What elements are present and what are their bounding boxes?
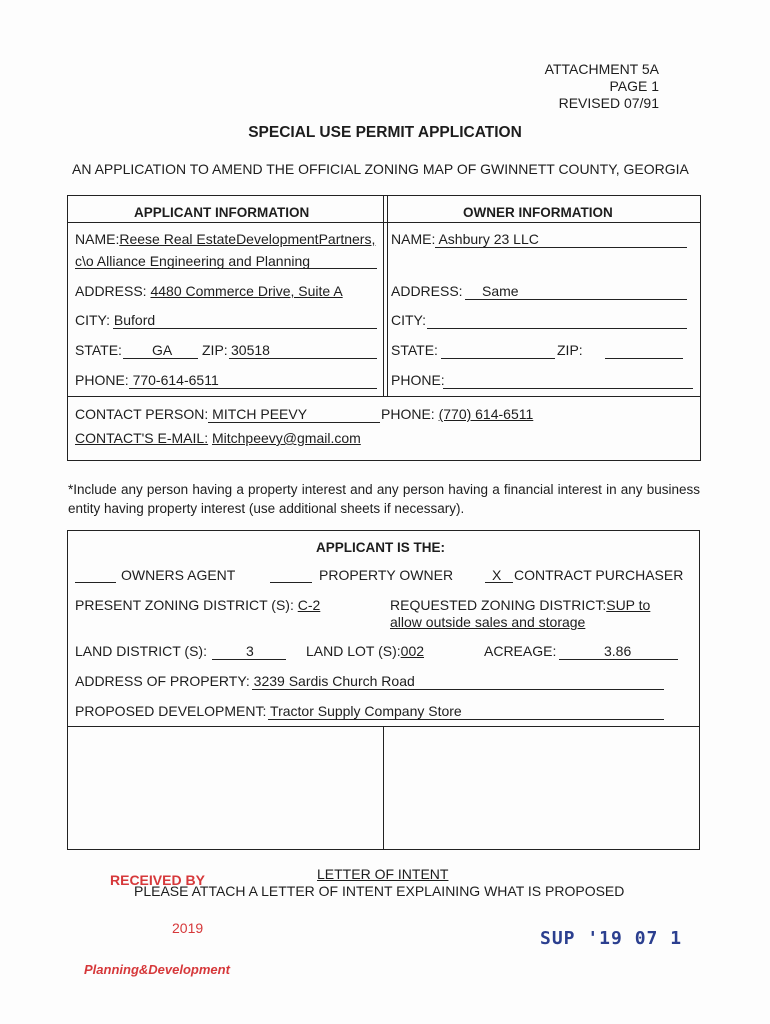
owner-address-value: Same	[482, 283, 519, 299]
applicant-city	[75, 312, 155, 328]
present-zoning-value: C-2	[297, 597, 321, 613]
applicant-phone-rule	[129, 388, 377, 389]
interest-note: *Include any person having a property interest and any person having a financial interest in any business entity having property interest (use additional sheets if necessary).	[68, 482, 700, 516]
page-title: SPECIAL USE PERMIT APPLICATION	[248, 124, 522, 141]
applicant-name-value: Reese Real EstateDevelopmentPartners,	[119, 231, 376, 247]
column-divider	[383, 196, 384, 397]
contact-phone	[381, 406, 533, 422]
property-address-value: 3239 Sardis Church Road	[253, 673, 415, 689]
land-district-rule	[212, 659, 286, 660]
applicant-state-value: GA	[152, 342, 173, 358]
land-district-label: LAND DISTRICT (S):	[75, 643, 207, 659]
property-owner-option: PROPERTY OWNER	[319, 567, 454, 583]
applicant-name	[75, 231, 375, 247]
revised-label: REVISED 07/91	[558, 95, 659, 111]
applicant-name-label: NAME:	[75, 231, 120, 247]
owner-state-rule	[441, 358, 555, 359]
contact-email-label: CONTACT'S E-MAIL:	[75, 430, 209, 446]
present-zoning	[75, 597, 320, 613]
received-year: 2019	[172, 920, 204, 936]
owner-address	[391, 283, 463, 299]
contact-phone-value: (770) 614-6511	[438, 406, 534, 422]
heading-rule	[67, 222, 701, 223]
date-stamp: SUP '19 07 1	[540, 928, 683, 949]
contact-phone-label: PHONE:	[381, 406, 435, 422]
applicant-state-label: STATE:	[75, 342, 122, 358]
land-lot-value: 002	[400, 643, 425, 659]
proposed-development-value: Tractor Supply Company Store	[270, 703, 462, 719]
applicant-city-label: CITY:	[75, 312, 111, 328]
letter-instruction: PLEASE ATTACH A LETTER OF INTENT EXPLAINING WHAT IS PROPOSED	[134, 883, 625, 899]
requested-zoning-value: SUP to	[606, 597, 651, 613]
land-lot-label: LAND LOT (S):	[306, 643, 401, 659]
applicant-phone-label: PHONE:	[75, 372, 129, 388]
owner-name-rule	[435, 247, 687, 248]
owner-name-value: Ashbury 23 LLC	[438, 231, 539, 247]
applicant-address-value: 4480 Commerce Drive, Suite A	[150, 283, 343, 299]
column-divider-inner	[387, 196, 388, 397]
owner-heading: OWNER INFORMATION	[463, 205, 613, 220]
applicant-address-label: ADDRESS:	[75, 283, 147, 299]
attachment-label: ATTACHMENT 5A	[544, 61, 659, 77]
contact-person-value: MITCH PEEVY	[212, 406, 308, 422]
land-lot	[306, 643, 424, 659]
page-label: PAGE 1	[609, 78, 659, 94]
department-stamp: Planning&Development	[84, 962, 230, 977]
contact-email-value: Mitchpeevy@gmail.com	[211, 430, 361, 446]
applicant-city-rule	[113, 328, 377, 329]
owners-agent-option: OWNERS AGENT	[121, 567, 236, 583]
applicant-zip-rule	[229, 358, 377, 359]
applicant-name-rule	[75, 268, 377, 269]
contact-person-label: CONTACT PERSON:	[75, 406, 209, 422]
owner-name	[391, 231, 539, 247]
received-stamp: RECEIVED BY	[110, 872, 205, 888]
owner-city-label: CITY:	[391, 312, 427, 328]
present-zoning-label: PRESENT ZONING DISTRICT (S):	[75, 597, 294, 613]
contract-purchaser-option: CONTRACT PURCHASER	[514, 567, 684, 583]
applicant-zip-label: ZIP:	[202, 342, 228, 358]
requested-zoning	[390, 597, 650, 613]
applicant-phone	[75, 372, 219, 388]
owner-zip-rule	[605, 358, 683, 359]
owners-agent-checkline[interactable]	[75, 582, 116, 583]
lower-box-divider	[383, 727, 384, 850]
owner-state-label: STATE:	[391, 342, 438, 358]
proposed-development-rule	[268, 719, 664, 720]
owner-address-rule	[465, 299, 687, 300]
applicant-name-line2: c\o Alliance Engineering and Planning	[75, 253, 311, 269]
applicant-is-heading: APPLICANT IS THE:	[316, 540, 446, 555]
proposed-development-label: PROPOSED DEVELOPMENT:	[75, 703, 267, 719]
applicant-phone-value: 770-614-6511	[132, 372, 219, 388]
proposed-development	[75, 703, 462, 719]
applicant-zip-value: 30518	[231, 342, 270, 358]
owner-city-rule	[427, 328, 687, 329]
property-address-rule	[252, 689, 664, 690]
owner-name-label: NAME:	[391, 231, 436, 247]
applicant-address	[75, 283, 343, 299]
acreage-rule	[559, 659, 678, 660]
contract-purchaser-mark: X	[492, 567, 502, 583]
owner-phone-label: PHONE:	[391, 372, 445, 388]
contact-rule	[67, 396, 701, 397]
page-subtitle: AN APPLICATION TO AMEND THE OFFICIAL ZONING MAP OF GWINNETT COUNTY, GEORGIA	[72, 161, 689, 177]
owner-zip-label: ZIP:	[557, 342, 583, 358]
applicant-heading: APPLICANT INFORMATION	[134, 205, 310, 220]
requested-zoning-label: REQUESTED ZONING DISTRICT:	[390, 597, 607, 613]
contact-email	[75, 430, 361, 446]
owner-phone-rule	[443, 388, 693, 389]
contact-person-rule	[208, 422, 380, 423]
property-address-label: ADDRESS OF PROPERTY:	[75, 673, 250, 689]
property-address	[75, 673, 415, 689]
acreage-value: 3.86	[604, 643, 632, 659]
contact-person	[75, 406, 307, 422]
requested-zoning-line2: allow outside sales and storage	[390, 614, 586, 630]
applicant-state-rule	[123, 358, 198, 359]
applicant-city-value: Buford	[113, 312, 156, 328]
owner-address-label: ADDRESS:	[391, 283, 463, 299]
letter-title: LETTER OF INTENT	[317, 866, 449, 882]
land-district-value: 3	[246, 643, 254, 659]
property-owner-checkline[interactable]	[270, 582, 312, 583]
acreage-label: ACREAGE:	[484, 643, 557, 659]
